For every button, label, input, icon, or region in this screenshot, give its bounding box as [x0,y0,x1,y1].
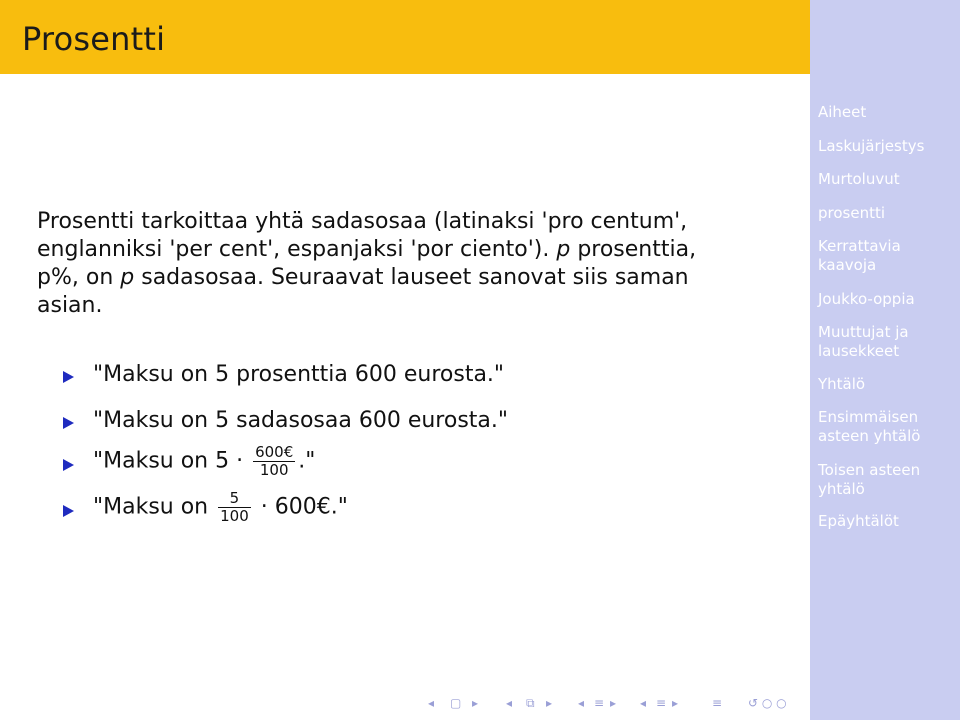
sidebar-item-toisen-asteen[interactable]: Toisen asteen yhtälö [818,461,921,498]
frame-title: Prosentti [22,20,166,58]
intro-line-3: p%, on p sadasosaa. Seuraavat lauseet sanovat siis saman [37,265,689,290]
sidebar-item-epayhtalot[interactable]: Epäyhtälöt [818,512,899,530]
nav-section-icon[interactable]: ≡ [656,696,667,710]
nav-right-arrow-icon[interactable]: ▸ [672,696,679,710]
bullet-triangle-icon [63,417,74,429]
beamer-navigation-bar [428,696,808,714]
nav-left-arrow-icon[interactable]: ◂ [640,696,647,710]
intro-line-1: Prosentti tarkoittaa yhtä sadasosaa (latinaksi 'pro centum', [37,209,688,234]
nav-right-arrow-icon[interactable]: ▸ [546,696,553,710]
intro-line-4: asian. [37,293,103,318]
frame-title-bar [0,0,810,74]
intro-line-2: englanniksi 'per cent', espanjaksi 'por ciento'). p prosenttia, [37,237,697,262]
nav-align-icon[interactable]: ≡ [712,696,723,710]
bullet-triangle-icon [63,459,74,471]
intro-paragraph [37,208,797,320]
sidebar-item-muuttujat[interactable]: Muuttujat ja lausekkeet [818,323,909,360]
sidebar-item-ensimmaisen-asteen[interactable]: Ensimmäisen asteen yhtälö [818,408,921,445]
sidebar-item-laskujarjestys[interactable]: Laskujärjestys [818,137,925,155]
nav-right-arrow-icon[interactable]: ▸ [472,696,479,710]
bullet-triangle-icon [63,371,74,383]
bullet-triangle-icon [63,505,74,517]
nav-right-arrow-icon[interactable]: ▸ [610,696,617,710]
sidebar-item-murtoluvut[interactable]: Murtoluvut [818,170,900,188]
nav-left-arrow-icon[interactable]: ◂ [428,696,435,710]
sidebar-item-kerrattavia-kaavoja[interactable]: Kerrattavia kaavoja [818,237,901,274]
nav-subsection-icon[interactable]: ⧉ [526,696,535,710]
sidebar-item-joukko-oppia[interactable]: Joukko-oppia [818,290,915,308]
nav-frame-icon[interactable]: ▢ [450,696,462,710]
sidebar-item-yhtalo[interactable]: Yhtälö [818,375,866,393]
fraction: $\frac{5}{100}$ [220,489,249,525]
nav-left-arrow-icon[interactable]: ◂ [506,696,513,710]
fraction: $\frac{600€}{100}$ [255,443,294,479]
nav-section-icon[interactable]: ≡ [594,696,605,710]
sidebar-item-aiheet[interactable]: Aiheet [818,103,867,121]
nav-search-icon[interactable]: ↺ ○ ○ [748,696,787,710]
sidebar-item-prosentti[interactable]: prosentti [818,204,886,222]
nav-left-arrow-icon[interactable]: ◂ [578,696,585,710]
